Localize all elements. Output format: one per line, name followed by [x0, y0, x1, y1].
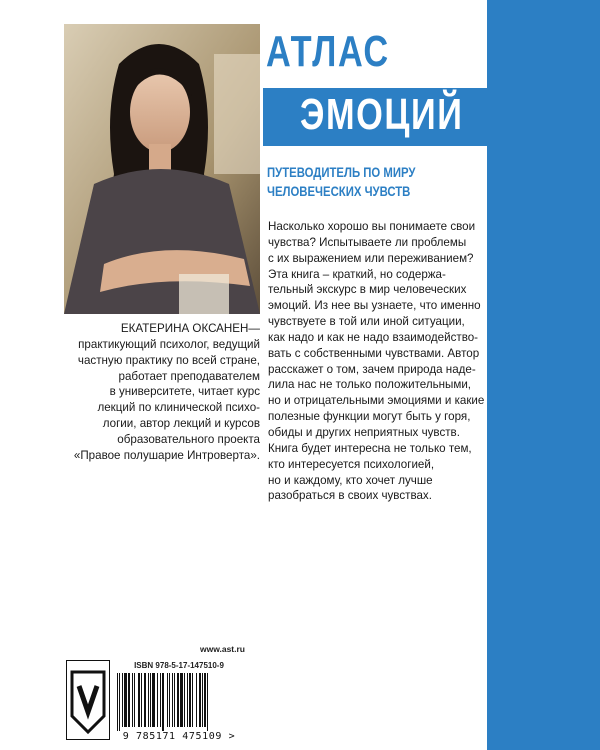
- bio-line: практикующий психолог, ведущий: [78, 337, 260, 351]
- description-line: лила нас не только положительными,: [268, 378, 472, 392]
- bio-line: логии, автор лекций и курсов: [102, 417, 260, 431]
- barcode-bar: [199, 673, 201, 727]
- book-title-line-1: АТЛАС: [266, 27, 390, 76]
- description-line: чувствуете в той или иной ситуации,: [268, 315, 465, 329]
- barcode-bar: [192, 673, 193, 727]
- barcode-bar: [196, 673, 197, 727]
- description-line: вать с собственными чувствами. Автор: [268, 346, 480, 360]
- barcode-bar: [138, 673, 140, 727]
- publisher-v-logo-icon: [66, 660, 110, 740]
- isbn-barcode: [115, 673, 243, 731]
- description-line: расскажет о том, зачем природа наде-: [268, 362, 476, 376]
- barcode-bar: [157, 673, 158, 727]
- barcode-bar: [144, 673, 146, 727]
- barcode-bar: [150, 673, 151, 727]
- barcode-bar: [162, 673, 164, 731]
- barcode-bar: [119, 673, 120, 731]
- bio-line: работает преподавателем: [118, 369, 260, 383]
- description-line: Эта книга – краткий, но содержа-: [268, 267, 446, 281]
- book-description: [268, 219, 483, 504]
- barcode-bar: [134, 673, 135, 727]
- description-line: эмоций. Из нее вы узнаете, что именно: [268, 299, 481, 313]
- barcode-bar: [124, 673, 127, 727]
- description-line: тельный экскурс в мир человеческих: [268, 283, 467, 297]
- barcode-bar: [132, 673, 133, 727]
- barcode-bar: [152, 673, 155, 727]
- bio-line: лекций по клинической психо-: [97, 401, 260, 415]
- barcode-bar: [189, 673, 191, 727]
- description-line: Насколько хорошо вы понимаете свои: [268, 220, 476, 233]
- barcode-bar: [148, 673, 149, 727]
- blue-spine-stripe: [487, 0, 600, 750]
- barcode-bar: [141, 673, 142, 727]
- barcode-bar: [128, 673, 130, 727]
- bio-line: в университете, читает курс: [109, 385, 260, 399]
- barcode-bar: [117, 673, 118, 731]
- author-photo: [64, 24, 260, 314]
- description-line: полезные функции могут быть у горя,: [268, 410, 471, 424]
- barcode-bar: [122, 673, 123, 727]
- barcode-bar: [207, 673, 208, 731]
- barcode-bar: [177, 673, 179, 727]
- description-line: как надо и как не надо взаимодейство-: [268, 330, 479, 344]
- barcode-bar: [160, 673, 161, 727]
- book-subtitle: [267, 163, 452, 201]
- bio-line: образовательного проекта: [117, 432, 260, 446]
- barcode-bar: [167, 673, 168, 727]
- barcode-bar: [180, 673, 183, 727]
- bio-line: «Правое полушарие Интроверта».: [73, 448, 260, 462]
- barcode-bar: [184, 673, 185, 727]
- bio-line: частную практику по всей стране,: [77, 353, 260, 367]
- publisher-website: www.ast.ru: [199, 644, 245, 654]
- barcode-digits: 9 785171 475109 >: [122, 731, 236, 742]
- description-line: Книга будет интересна не только тем,: [268, 441, 472, 455]
- description-line: кто интересуется психологией,: [268, 457, 435, 471]
- barcode-bar: [172, 673, 173, 727]
- author-photo-illustration: [64, 24, 260, 314]
- barcode-bar: [169, 673, 170, 727]
- description-line: разобраться в своих чувствах.: [268, 489, 432, 503]
- author-bio: [60, 321, 260, 464]
- subtitle-line: ПУТЕВОДИТЕЛЬ ПО МИРУ: [267, 165, 416, 180]
- barcode-bar: [202, 673, 203, 727]
- description-line: чувства? Испытываете ли проблемы: [268, 235, 467, 249]
- barcode-bar: [204, 673, 206, 727]
- description-line: с их выражением или переживанием?: [268, 251, 474, 265]
- description-line: обиды и других неприятных чувств.: [268, 425, 460, 439]
- barcode-bar: [187, 673, 188, 727]
- description-line: но и каждому, кто хочет лучше: [268, 473, 433, 487]
- book-title-line-2: ЭМОЦИЙ: [300, 90, 464, 139]
- description-line: но и отрицательными эмоциями и какие: [268, 394, 485, 408]
- author-name: ЕКАТЕРИНА ОКСАНЕН—: [120, 322, 260, 335]
- subtitle-line: ЧЕЛОВЕЧЕСКИХ ЧУВСТВ: [267, 184, 411, 199]
- barcode-bar: [174, 673, 175, 727]
- isbn-label: ISBN 978-5-17-147510-9: [134, 661, 224, 670]
